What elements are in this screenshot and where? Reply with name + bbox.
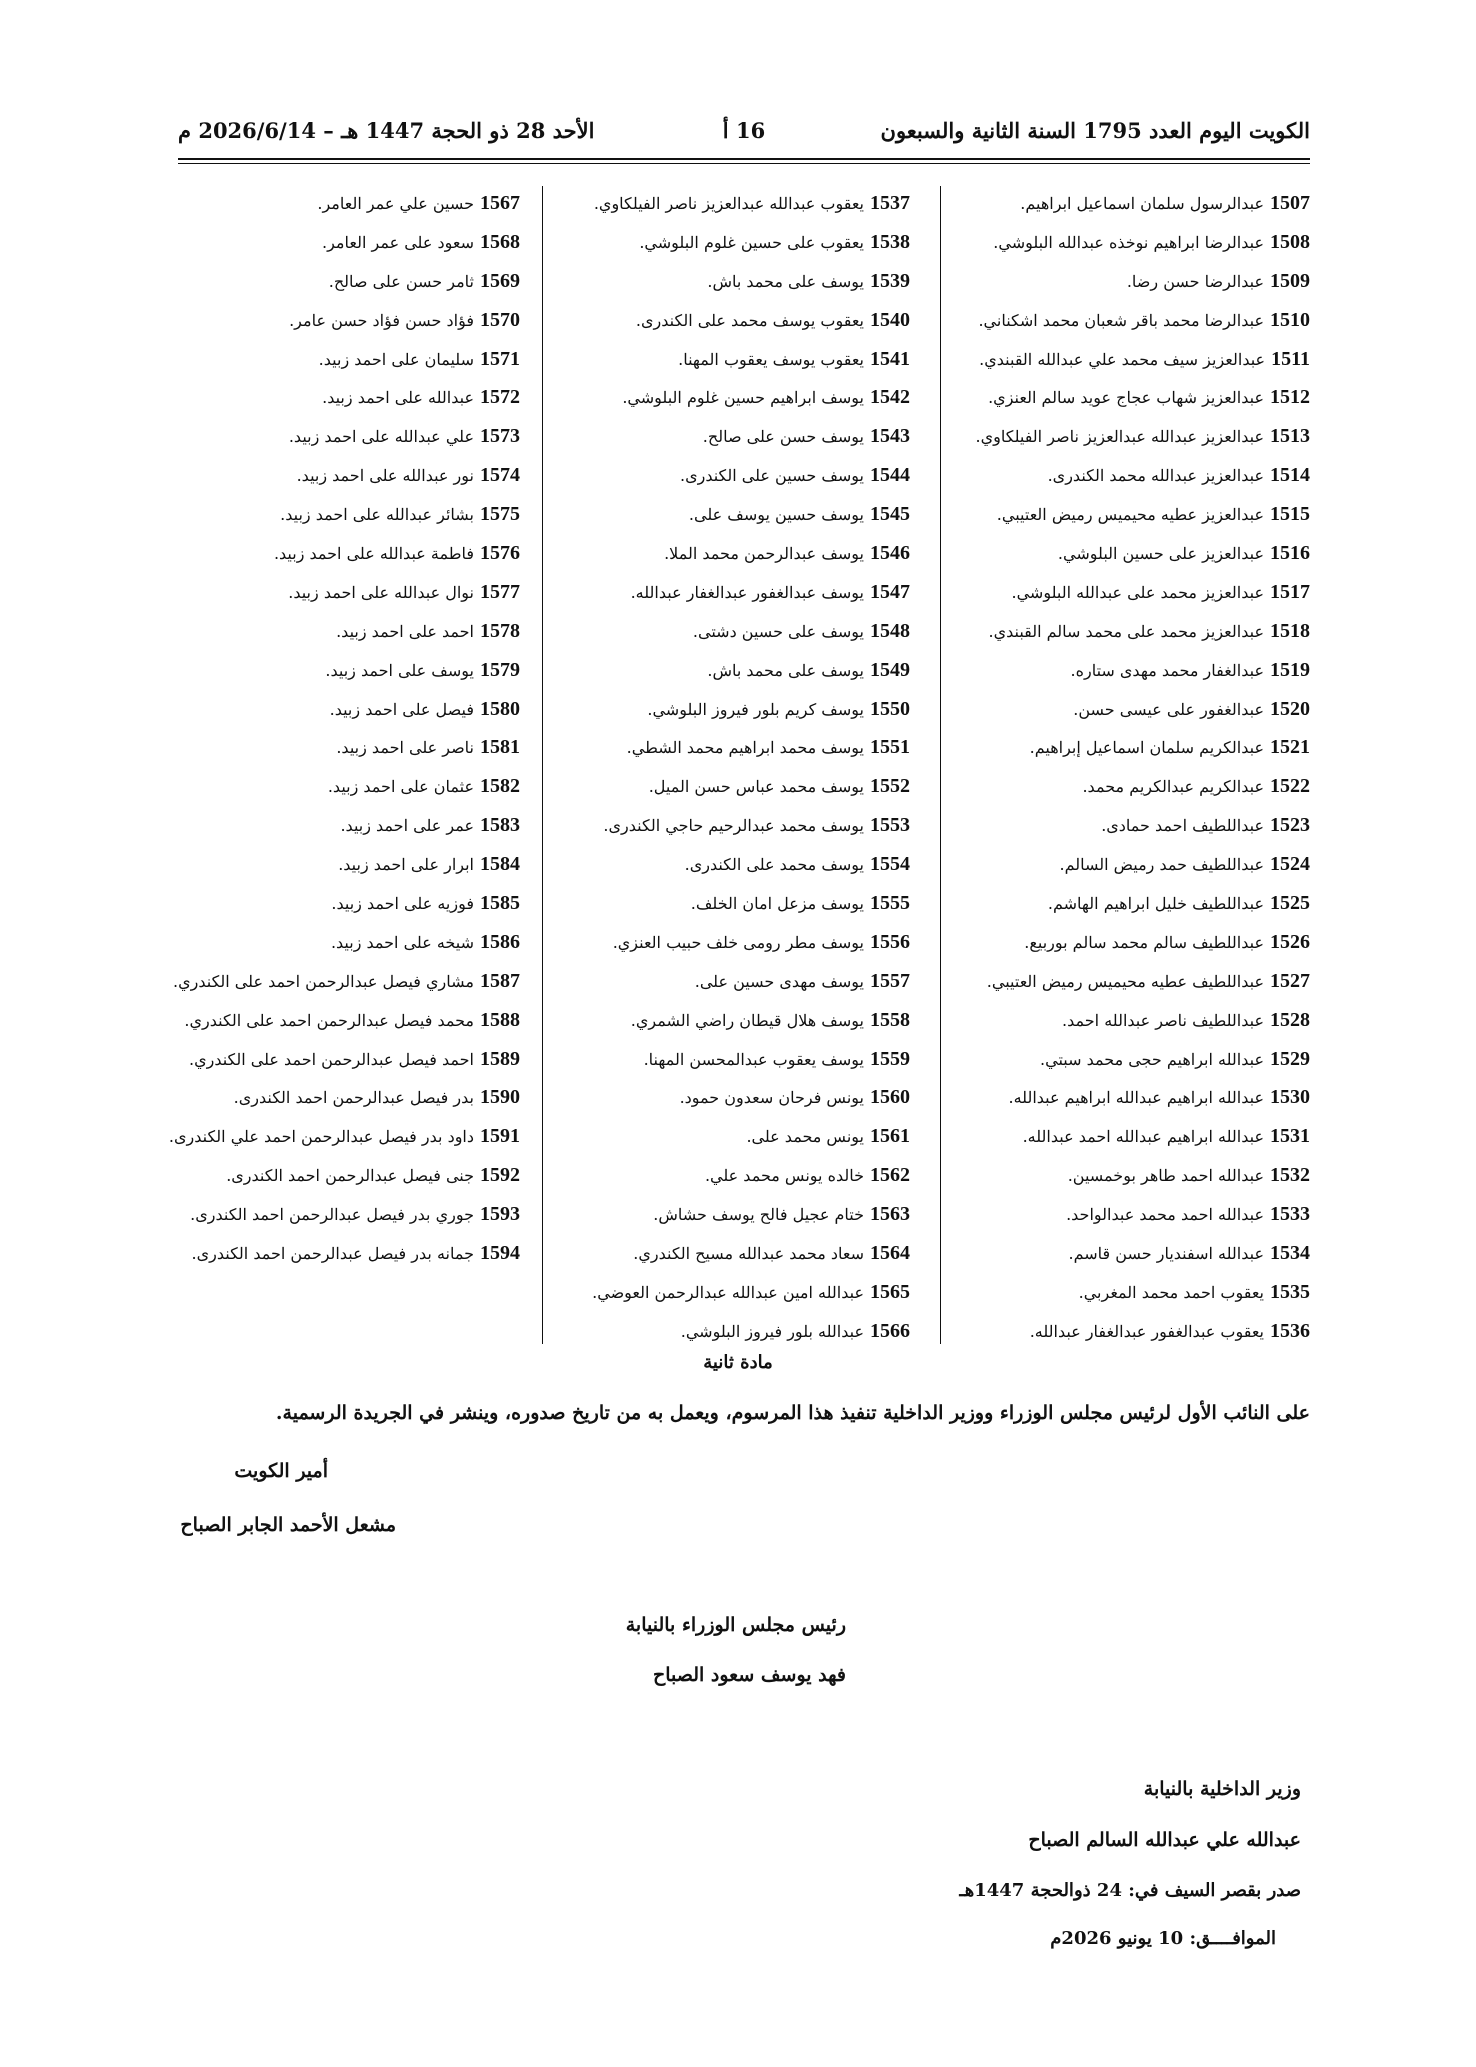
entry-name: عبدالعزيز عبدالله عبدالعزيز ناصر الفيلكاوي. [975, 427, 1264, 447]
entry-number: 1510 [1270, 308, 1310, 331]
entry-number: 1534 [1270, 1242, 1310, 1265]
entry-number: 1586 [480, 930, 520, 953]
list-item [530, 223, 910, 262]
entry-number: 1547 [870, 580, 910, 603]
entry-name: يوسف عبدالغفور عبدالغفار عبدالله. [630, 582, 864, 602]
list-item [530, 262, 910, 301]
entry-name: عبدالرسول سلمان اسماعيل ابراهيم. [1020, 194, 1264, 213]
entry-number: 1513 [1270, 425, 1310, 448]
entry-number: 1535 [1270, 1280, 1310, 1303]
list-item [530, 651, 910, 690]
entry-number: 1553 [870, 814, 910, 837]
entry-number: 1594 [480, 1242, 520, 1265]
entry-number: 1562 [870, 1164, 910, 1187]
entry-number: 1544 [870, 464, 910, 487]
list-item [178, 534, 520, 573]
entry-name: فاطمة عبدالله على احمد زبيد. [273, 544, 474, 564]
entry-name: عبدالرضا محمد باقر شعبان محمد اشكناني. [978, 310, 1264, 330]
entry-name: يوسف عبدالرحمن محمد الملا. [664, 544, 864, 564]
entry-number: 1539 [870, 269, 910, 292]
entry-number: 1548 [870, 619, 910, 642]
list-item [178, 845, 520, 884]
entry-name: جوري بدر فيصل عبدالرحمن احمد الكندرى. [190, 1205, 474, 1225]
entry-number: 1538 [870, 230, 910, 253]
list-item [178, 612, 520, 651]
entry-name: مشاري فيصل عبدالرحمن احمد على الكندري. [173, 971, 474, 991]
entry-name: عبدالله احمد طاهر بوخمسين. [1067, 1166, 1264, 1186]
entry-name: عبداللطيف احمد حمادى. [1101, 816, 1264, 836]
entry-name: عبدالغفار محمد مهدى ستاره. [1070, 660, 1264, 680]
page-header [178, 118, 1310, 152]
entry-number: 1568 [480, 230, 520, 253]
list-item [178, 1234, 520, 1273]
article-title: مادة ثانية [703, 1352, 773, 1373]
list-item [173, 962, 520, 1001]
list-item [178, 728, 520, 767]
list-item [930, 1156, 1310, 1195]
entry-name: يعقوب يوسف يعقوب المهنا. [678, 349, 864, 369]
list-item [530, 1040, 910, 1079]
entry-name: نور عبدالله على احمد زبيد. [296, 466, 474, 486]
entry-name: يوسف كريم بلور فيروز البلوشي. [647, 699, 864, 719]
list-item [178, 806, 520, 845]
entry-number: 1557 [870, 969, 910, 992]
issue-date: الأحد 28 ذو الحجة 1447 هـ – 2026/6/14 م [178, 118, 595, 143]
list-item [178, 223, 520, 262]
entry-number: 1580 [480, 697, 520, 720]
entry-name: جنى فيصل عبدالرحمن احمد الكندرى. [226, 1166, 474, 1186]
list-item [530, 534, 910, 573]
entry-number: 1511 [1271, 347, 1310, 370]
list-item [930, 340, 1310, 379]
entry-number: 1584 [480, 853, 520, 876]
entry-name: يوسف هلال قيطان راضي الشمري. [630, 1010, 864, 1030]
list-item [930, 1234, 1310, 1273]
entry-name: يوسف ابراهيم حسين غلوم البلوشي. [622, 388, 864, 408]
entry-name: يوسف مهدى حسين على. [694, 971, 864, 991]
entry-number: 1515 [1270, 503, 1310, 526]
entry-name: يعقوب احمد محمد المغربي. [1078, 1282, 1264, 1302]
list-item [930, 223, 1310, 262]
entry-number: 1532 [1270, 1164, 1310, 1187]
entry-number: 1563 [870, 1203, 910, 1226]
entry-name: عبدالعزيز على حسين البلوشي. [1057, 544, 1264, 564]
entry-number: 1559 [870, 1047, 910, 1070]
list-item [930, 962, 1310, 1001]
entry-name: عبدالكريم عبدالكريم محمد. [1082, 777, 1264, 797]
entry-name: سعاد محمد عبدالله مسيح الكندري. [633, 1244, 864, 1264]
entry-number: 1556 [870, 930, 910, 953]
entry-name: نوال عبدالله على احمد زبيد. [288, 582, 474, 602]
entry-number: 1524 [1270, 853, 1310, 876]
names-column-3 [168, 184, 520, 1273]
entry-name: سعود على عمر العامر. [322, 232, 474, 252]
entry-number: 1561 [870, 1125, 910, 1148]
entry-name: عبدالله على احمد زبيد. [322, 388, 474, 408]
entry-number: 1541 [870, 347, 910, 370]
entry-name: بشائر عبدالله على احمد زبيد. [280, 505, 474, 525]
entry-name: يعقوب على حسين غلوم البلوشي. [639, 232, 864, 252]
entry-name: فيصل على احمد زبيد. [329, 699, 474, 719]
list-item [930, 1078, 1310, 1117]
entry-name: يوسف مطر رومى خلف حبيب العنزي. [612, 932, 864, 952]
entry-name: عبدالله اسفنديار حسن قاسم. [1068, 1244, 1264, 1264]
list-item [530, 806, 910, 845]
list-item [930, 417, 1310, 456]
entry-number: 1540 [870, 308, 910, 331]
entry-name: ناصر على احمد زبيد. [336, 738, 474, 758]
list-item [530, 767, 910, 806]
list-item [178, 495, 520, 534]
entry-number: 1529 [1270, 1047, 1310, 1070]
entry-name: جمانه بدر فيصل عبدالرحمن احمد الكندرى. [191, 1244, 474, 1264]
list-item [930, 573, 1310, 612]
list-item [178, 456, 520, 495]
entry-name: عثمان على احمد زبيد. [327, 777, 474, 797]
entry-number: 1530 [1270, 1086, 1310, 1109]
entry-number: 1545 [870, 503, 910, 526]
entry-name: عبدالكريم سلمان اسماعيل إبراهيم. [1029, 738, 1264, 758]
entry-number: 1554 [870, 853, 910, 876]
entry-name: عبدالرضا ابراهيم نوخذه عبدالله البلوشي. [993, 232, 1264, 252]
entry-name: احمد فيصل عبدالرحمن احمد على الكندري. [188, 1049, 474, 1069]
entry-name: عبدالله ابراهيم حجى محمد سبتي. [1040, 1049, 1264, 1069]
entry-number: 1526 [1270, 930, 1310, 953]
entry-number: 1576 [480, 542, 520, 565]
list-item [530, 845, 910, 884]
entry-name: عمر على احمد زبيد. [340, 816, 474, 836]
amir-title: أمير الكويت [234, 1460, 328, 1482]
entry-number: 1572 [480, 386, 520, 409]
entry-name: عبدالرضا حسن رضا. [1126, 271, 1264, 291]
entry-number: 1588 [480, 1008, 520, 1031]
entry-name: يوسف حسين على الكندرى. [679, 466, 864, 486]
minister-name: عبدالله علي عبدالله السالم الصباح [1028, 1829, 1301, 1851]
entry-number: 1520 [1270, 697, 1310, 720]
list-item [530, 1001, 910, 1040]
entry-name: عبدالعزيز محمد على عبدالله البلوشي. [1011, 582, 1264, 602]
entry-number: 1521 [1270, 736, 1310, 759]
entry-name: عبداللطيف حمد رميض السالم. [1059, 855, 1264, 875]
entry-name: محمد فيصل عبدالرحمن احمد على الكندري. [184, 1010, 474, 1030]
list-item [930, 1273, 1310, 1312]
list-item [930, 184, 1310, 223]
entry-name: يوسف محمد ابراهيم محمد الشطي. [626, 738, 864, 758]
list-item [530, 301, 910, 340]
entry-number: 1546 [870, 542, 910, 565]
entry-number: 1552 [870, 775, 910, 798]
list-item [930, 378, 1310, 417]
entry-name: عبداللطيف عطيه محيميس رميض العتيبي. [986, 971, 1264, 991]
gazette-issue: الكويت اليوم العدد 1795 السنة الثانية والسبعون [880, 118, 1310, 143]
entry-name: يعقوب يوسف محمد على الكندرى. [635, 310, 864, 330]
list-item [530, 884, 910, 923]
entry-name: عبداللطيف سالم محمد سالم بوربيع. [1024, 932, 1264, 952]
entry-number: 1508 [1270, 230, 1310, 253]
entry-name: سليمان على احمد زبيد. [318, 349, 474, 369]
list-item [530, 184, 910, 223]
list-item [178, 1001, 520, 1040]
entry-name: يوسف مزعل امان الخلف. [690, 894, 864, 914]
list-item [930, 728, 1310, 767]
entry-name: ثامر حسن على صالح. [328, 271, 474, 291]
entry-name: يوسف على محمد باش. [707, 271, 864, 291]
entry-number: 1585 [480, 892, 520, 915]
entry-name: عبدالله ابراهيم عبدالله احمد عبدالله. [1022, 1127, 1264, 1147]
list-item [930, 767, 1310, 806]
list-item [530, 1273, 910, 1312]
entry-name: يوسف محمد عباس حسن الميل. [648, 777, 864, 797]
entry-number: 1581 [480, 736, 520, 759]
list-item [530, 1234, 910, 1273]
entry-number: 1516 [1270, 542, 1310, 565]
entry-number: 1551 [870, 736, 910, 759]
list-item [930, 1040, 1310, 1079]
entry-number: 1509 [1270, 269, 1310, 292]
list-item [530, 573, 910, 612]
entry-name: يوسف على احمد زبيد. [325, 660, 474, 680]
entry-number: 1528 [1270, 1008, 1310, 1031]
entry-name: علي عبدالله على احمد زبيد. [288, 427, 474, 447]
entry-name: عبدالعزيز سيف محمد علي عبدالله القبندي. [979, 349, 1266, 369]
list-item [930, 651, 1310, 690]
list-item [930, 923, 1310, 962]
list-item [178, 1195, 520, 1234]
entry-number: 1523 [1270, 814, 1310, 837]
list-item [530, 340, 910, 379]
entry-name: يعقوب عبدالله عبدالعزيز ناصر الفيلكاوي. [593, 194, 864, 213]
entry-number: 1582 [480, 775, 520, 798]
list-item [178, 1156, 520, 1195]
entry-number: 1542 [870, 386, 910, 409]
entry-number: 1507 [1270, 192, 1310, 214]
entry-name: شيخه على احمد زبيد. [330, 932, 474, 952]
list-item [178, 573, 520, 612]
list-item [930, 806, 1310, 845]
entry-number: 1565 [870, 1280, 910, 1303]
list-item [930, 845, 1310, 884]
list-item [930, 495, 1310, 534]
entry-number: 1522 [1270, 775, 1310, 798]
amir-name: مشعل الأحمد الجابر الصباح [180, 1514, 396, 1536]
entry-number: 1514 [1270, 464, 1310, 487]
list-item [530, 612, 910, 651]
entry-number: 1571 [480, 347, 520, 370]
entry-number: 1537 [870, 192, 910, 214]
list-item [530, 1156, 910, 1195]
entry-number: 1518 [1270, 619, 1310, 642]
entry-number: 1517 [1270, 580, 1310, 603]
entry-number: 1525 [1270, 892, 1310, 915]
entry-name: داود بدر فيصل عبدالرحمن احمد علي الكندرى. [168, 1127, 474, 1147]
entry-name: عبدالعزيز عبدالله محمد الكندرى. [1047, 466, 1264, 486]
names-column-1 [930, 184, 1310, 1351]
page-number: 16 أ [722, 118, 766, 143]
list-item [178, 690, 520, 729]
entry-name: فؤاد حسن فؤاد حسن عامر. [289, 310, 474, 330]
entry-number: 1533 [1270, 1203, 1310, 1226]
list-item [178, 301, 520, 340]
list-item [530, 1078, 910, 1117]
list-item [178, 262, 520, 301]
list-item [168, 1117, 520, 1156]
list-item [530, 728, 910, 767]
entry-number: 1569 [480, 269, 520, 292]
header-rule-thin [178, 163, 1310, 164]
entry-number: 1519 [1270, 658, 1310, 681]
list-item [930, 534, 1310, 573]
entry-number: 1578 [480, 619, 520, 642]
entry-name: يونس محمد على. [746, 1127, 864, 1147]
entry-name: يوسف محمد عبدالرحيم حاجي الكندرى. [603, 816, 864, 836]
pm-name: فهد يوسف سعود الصباح [652, 1664, 846, 1686]
entry-number: 1512 [1270, 386, 1310, 409]
entry-number: 1575 [480, 503, 520, 526]
entry-name: بدر فيصل عبدالرحمن احمد الكندرى. [233, 1088, 474, 1108]
entry-name: يعقوب عبدالغفور عبدالغفار عبدالله. [1029, 1321, 1264, 1341]
entry-number: 1550 [870, 697, 910, 720]
list-item [178, 340, 520, 379]
list-item [930, 612, 1310, 651]
entry-number: 1577 [480, 580, 520, 603]
list-item [530, 378, 910, 417]
entry-name: عبدالله احمد محمد عبدالواحد. [1066, 1205, 1264, 1225]
minister-title: وزير الداخلية بالنيابة [1143, 1778, 1301, 1800]
entry-number: 1531 [1270, 1125, 1310, 1148]
article-body: على النائب الأول لرئيس مجلس الوزراء ووزير الداخلية تنفيذ هذا المرسوم، ويعمل به من تاريخ صدوره، وينشر في الجريدة الرسمية. [275, 1402, 1310, 1424]
entry-name: يوسف على محمد باش. [707, 660, 864, 680]
entry-number: 1573 [480, 425, 520, 448]
header-rule [178, 158, 1310, 160]
entry-number: 1583 [480, 814, 520, 837]
list-item [178, 884, 520, 923]
entry-number: 1543 [870, 425, 910, 448]
list-item [178, 378, 520, 417]
issued-place: صدر بقصر السيف في: 24 ذوالحجة 1447هـ [959, 1880, 1301, 1901]
names-column-2 [530, 184, 910, 1351]
list-item [178, 1078, 520, 1117]
entry-number: 1560 [870, 1086, 910, 1109]
entry-name: يوسف حسن على صالح. [702, 427, 864, 447]
entry-name: عبدالعزيز عطيه محيميس رميض العتيبي. [996, 505, 1264, 525]
entry-name: ابرار على احمد زبيد. [338, 855, 474, 875]
list-item [530, 1195, 910, 1234]
entry-number: 1590 [480, 1086, 520, 1109]
entry-number: 1558 [870, 1008, 910, 1031]
list-item [930, 1312, 1310, 1351]
list-item [530, 690, 910, 729]
list-item [178, 184, 520, 223]
entry-name: احمد على احمد زبيد. [336, 621, 474, 641]
list-item [178, 923, 520, 962]
entry-name: عبدالله ابراهيم عبدالله ابراهيم عبدالله. [1008, 1088, 1264, 1108]
issued-date: الموافــــق: 10 يونيو 2026م [1050, 1928, 1276, 1949]
entry-number: 1574 [480, 464, 520, 487]
list-item [530, 495, 910, 534]
list-item [530, 923, 910, 962]
entry-name: يوسف حسين يوسف على. [688, 505, 864, 525]
list-item [930, 456, 1310, 495]
pm-title: رئيس مجلس الوزراء بالنيابة [625, 1614, 846, 1636]
entry-name: يونس فرحان سعدون حمود. [679, 1088, 864, 1108]
list-item [178, 767, 520, 806]
list-item [530, 417, 910, 456]
list-item [530, 962, 910, 1001]
entry-name: يوسف يعقوب عبدالمحسن المهنا. [643, 1049, 864, 1069]
entry-number: 1570 [480, 308, 520, 331]
entry-name: ختام عجيل فالح يوسف حشاش. [653, 1205, 864, 1225]
list-item [930, 1195, 1310, 1234]
entry-number: 1564 [870, 1242, 910, 1265]
entry-number: 1591 [480, 1125, 520, 1148]
entry-name: عبداللطيف خليل ابراهيم الهاشم. [1047, 894, 1264, 914]
entry-number: 1589 [480, 1047, 520, 1070]
entry-name: عبدالله بلور فيروز البلوشي. [680, 1321, 864, 1341]
list-item [178, 651, 520, 690]
entry-number: 1592 [480, 1164, 520, 1187]
list-item [930, 1001, 1310, 1040]
list-item [930, 301, 1310, 340]
entry-number: 1579 [480, 658, 520, 681]
entry-number: 1567 [480, 192, 520, 214]
names-list [168, 184, 1310, 1352]
entry-number: 1536 [1270, 1319, 1310, 1342]
list-item [530, 1312, 910, 1351]
list-item [530, 1117, 910, 1156]
entry-name: عبدالعزيز محمد على محمد سالم القبندي. [988, 621, 1264, 641]
list-item [178, 1040, 520, 1079]
entry-name: خالده يونس محمد علي. [704, 1166, 864, 1186]
entry-name: عبداللطيف ناصر عبدالله احمد. [1062, 1010, 1264, 1030]
list-item [930, 690, 1310, 729]
list-item [930, 884, 1310, 923]
entry-name: يوسف محمد على الكندرى. [684, 855, 864, 875]
entry-number: 1555 [870, 892, 910, 915]
entry-name: يوسف على حسين دشتى. [692, 621, 864, 641]
entry-name: عبدالله امين عبدالله عبدالرحمن العوضي. [592, 1282, 864, 1302]
list-item [930, 1117, 1310, 1156]
entry-number: 1549 [870, 658, 910, 681]
entry-name: فوزيه على احمد زبيد. [331, 894, 474, 914]
list-item [530, 456, 910, 495]
entry-name: عبدالغفور على عيسى حسن. [1073, 699, 1264, 719]
entry-number: 1527 [1270, 969, 1310, 992]
entry-name: عبدالعزيز شهاب عجاج عويد سالم العنزي. [988, 388, 1264, 408]
list-item [178, 417, 520, 456]
entry-name: حسين علي عمر العامر. [317, 194, 474, 213]
entry-number: 1587 [480, 969, 520, 992]
entry-number: 1593 [480, 1203, 520, 1226]
list-item [930, 262, 1310, 301]
entry-number: 1566 [870, 1319, 910, 1342]
